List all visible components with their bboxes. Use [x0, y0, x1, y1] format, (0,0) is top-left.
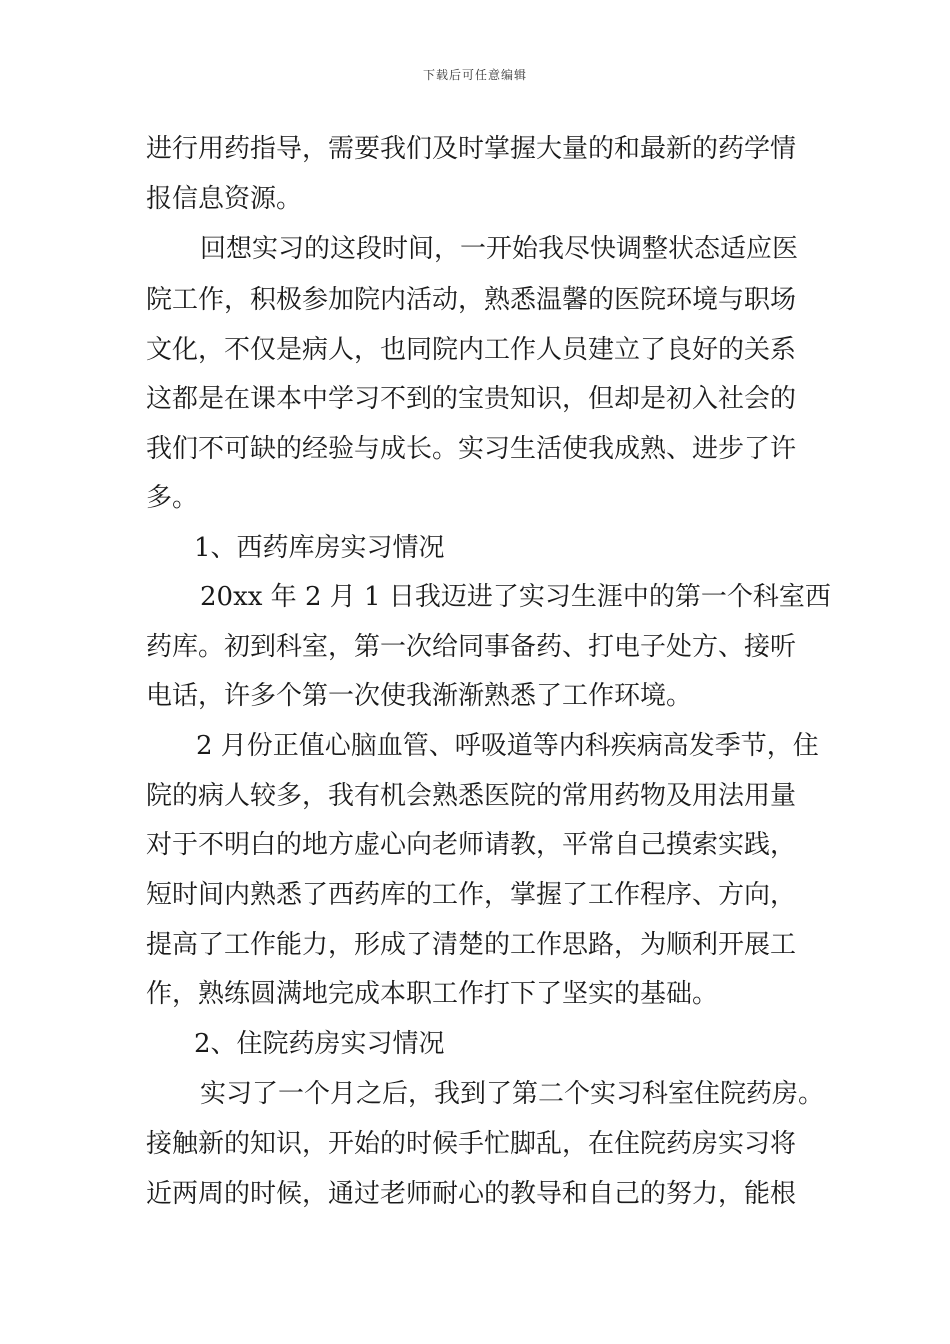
text-line: 电话，许多个第一次使我渐渐熟悉了工作环境。: [146, 681, 693, 711]
text-line: 我们不可缺的经验与成长。实习生活使我成熟、进步了许: [146, 434, 797, 464]
text-line: 近两周的时候，通过老师耐心的教导和自己的努力，能根: [146, 1179, 797, 1209]
section-heading: 2、住院药房实习情况: [194, 1029, 445, 1059]
section-heading: 1、西药库房实习情况: [194, 533, 445, 563]
text-line: 2 月份正值心脑血管、呼吸道等内科疾病高发季节，住: [196, 731, 819, 761]
text-line: 文化，不仅是病人，也同院内工作人员建立了良好的关系: [146, 335, 797, 365]
text-line: 对于不明白的地方虚心向老师请教，平常自己摸索实践，: [146, 830, 797, 860]
text-line: 多。: [146, 483, 199, 513]
text-line: 回想实习的这段时间，一开始我尽快调整状态适应医: [200, 234, 799, 264]
text-line: 院工作，积极参加院内活动，熟悉温馨的医院环境与职场: [146, 285, 797, 315]
text-line: 提高了工作能力，形成了清楚的工作思路，为顺利开展工: [146, 930, 797, 960]
text-line: 接触新的知识，开始的时候手忙脚乱，在住院药房实习将: [146, 1129, 797, 1159]
page-header: 下载后可任意编辑: [422, 68, 527, 82]
text-line: 实习了一个月之后，我到了第二个实习科室住院药房。: [200, 1079, 825, 1109]
text-line: 作，熟练圆满地完成本职工作打下了坚实的基础。: [146, 979, 719, 1009]
text-line: 20xx 年 2 月 1 日我迈进了实习生涯中的第一个科室西: [200, 582, 831, 612]
text-line: 短时间内熟悉了西药库的工作，掌握了工作程序、方向，: [146, 880, 797, 910]
text-line: 进行用药指导，需要我们及时掌握大量的和最新的药学情: [146, 134, 797, 164]
text-line: 药库。初到科室，第一次给同事备药、打电子处方、接听: [146, 632, 797, 662]
text-line: 院的病人较多，我有机会熟悉医院的常用药物及用法用量: [146, 781, 797, 811]
text-line: 这都是在课本中学习不到的宝贵知识，但却是初入社会的: [146, 384, 797, 414]
text-line: 报信息资源。: [146, 184, 303, 214]
